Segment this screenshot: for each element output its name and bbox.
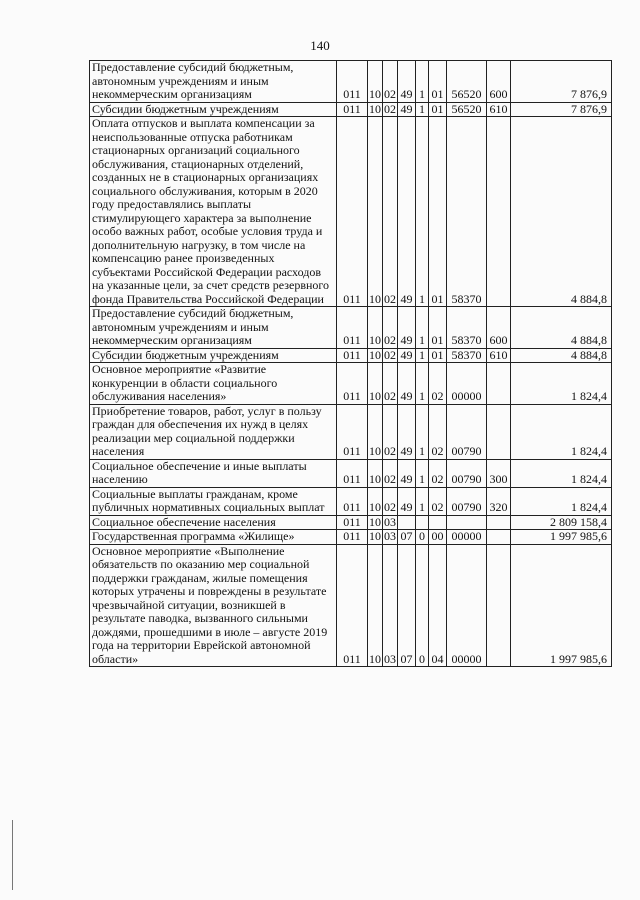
cell-amount: 1 824,4 — [511, 363, 612, 405]
cell-main-event: 01 — [429, 102, 447, 117]
cell-expense-type — [487, 117, 511, 307]
table-row — [90, 530, 612, 545]
cell-subprogram: 1 — [416, 117, 429, 307]
cell-name: Государственная программа «Жилище» — [90, 530, 337, 545]
cell-program: 49 — [398, 363, 416, 405]
cell-subprogram: 1 — [416, 487, 429, 515]
cell-section: 10 — [368, 117, 383, 307]
cell-program: 49 — [398, 307, 416, 349]
cell-main-event: 01 — [429, 61, 447, 103]
cell-ministry: 011 — [337, 544, 368, 667]
cell-main-event: 02 — [429, 404, 447, 459]
cell-subsection: 02 — [384, 102, 396, 116]
cell-main-event: 02 — [429, 363, 447, 405]
cell-name: Субсидии бюджетным учреждениям — [90, 102, 337, 117]
cell-ministry: 011 — [337, 530, 368, 545]
cell-subsection: 02 — [384, 348, 396, 362]
cell-ministry: 011 — [337, 515, 368, 530]
cell-amount: 2 809 158,4 — [511, 515, 612, 530]
cell-amount: 4 884,8 — [511, 307, 612, 349]
cell-program: 49 — [398, 348, 416, 363]
cell-subprogram: 1 — [416, 459, 429, 487]
cell-amount: 1 824,4 — [511, 404, 612, 459]
cell-direction: 00790 — [447, 404, 487, 459]
cell-subsection: 03 — [383, 544, 398, 667]
cell-direction: 58370 — [447, 348, 487, 363]
cell-amount: 1 824,4 — [511, 487, 612, 515]
cell-subsection: 02 — [383, 363, 398, 405]
cell-expense-type: 610 — [487, 102, 511, 117]
cell-subprogram: 1 — [416, 61, 429, 103]
cell-direction: 00790 — [447, 459, 487, 487]
cell-subsection: 03 — [384, 529, 396, 543]
cell-ministry: 011 — [337, 459, 368, 487]
cell-name: Субсидии бюджетным учреждениям — [90, 348, 337, 363]
cell-main-event: 02 — [429, 487, 447, 515]
table-row — [90, 544, 612, 667]
cell-amount: 7 876,9 — [511, 102, 612, 117]
cell-section: 10 — [369, 529, 381, 543]
cell-name: Предоставление субсидий бюджетным, автономным учреждениям и иным некоммерческим организациям — [90, 307, 337, 349]
cell-main-event: 00 — [429, 530, 447, 545]
cell-expense-type — [487, 530, 511, 545]
cell-subsection: 02 — [383, 487, 398, 515]
cell-direction: 56520 — [447, 102, 487, 117]
cell-expense-type — [487, 544, 511, 667]
cell-expense-type: 600 — [487, 307, 511, 349]
cell-name: Социальные выплаты гражданам, кроме публичных нормативных социальных выплат — [90, 487, 337, 515]
cell-section: 10 — [368, 544, 383, 667]
cell-name: Приобретение товаров, работ, услуг в пользу граждан для обеспечения их нужд в целях реализации мер социальной поддержки населения — [90, 404, 337, 459]
cell-expense-type — [487, 363, 511, 405]
cell-section: 10 — [368, 459, 383, 487]
cell-amount: 1 997 985,6 — [511, 544, 612, 667]
cell-program: 49 — [398, 487, 416, 515]
cell-program — [398, 515, 416, 530]
cell-subsection: 03 — [384, 515, 396, 529]
cell-direction: 00000 — [447, 363, 487, 405]
cell-subprogram: 1 — [416, 404, 429, 459]
cell-direction — [447, 515, 487, 530]
cell-name: Основное мероприятие «Развитие конкуренции в области социального обслуживания населения» — [90, 363, 337, 405]
cell-subprogram: 0 — [416, 544, 429, 667]
cell-ministry: 011 — [337, 117, 368, 307]
cell-ministry: 011 — [337, 404, 368, 459]
cell-subprogram: 1 — [416, 348, 429, 363]
cell-section: 10 — [368, 61, 383, 103]
cell-main-event: 04 — [429, 544, 447, 667]
cell-program: 49 — [398, 102, 416, 117]
cell-section: 10 — [368, 307, 383, 349]
cell-subprogram: 0 — [416, 530, 429, 545]
cell-subsection: 02 — [383, 459, 398, 487]
cell-direction: 56520 — [447, 61, 487, 103]
cell-program: 07 — [398, 530, 416, 545]
cell-ministry: 011 — [337, 487, 368, 515]
cell-section: 10 — [369, 515, 381, 529]
cell-ministry: 011 — [337, 61, 368, 103]
cell-ministry: 011 — [337, 348, 368, 363]
table-row — [90, 61, 612, 103]
cell-direction: 00000 — [447, 530, 487, 545]
cell-main-event: 01 — [429, 117, 447, 307]
cell-main-event: 02 — [429, 459, 447, 487]
cell-subsection: 02 — [383, 404, 398, 459]
cell-name: Оплата отпусков и выплата компенсации за неиспользованные отпуска работникам стационарных организаций социального обслуживания, стационарных отделений, созданных не в стационарных организациях социального обслуживания, которым в 2020 году предоставлялись выплаты стимулирующего характера за выполнение особо важных работ, особые условия труда и дополнительную нагрузку, в том числе на компенсацию ранее произведенных субъектами Российской Федерации расходов на указанные цели, за счет средств резервного фонда Правительства Российской Федерации — [90, 117, 337, 307]
cell-direction: 58370 — [447, 117, 487, 307]
cell-amount: 4 884,8 — [511, 117, 612, 307]
cell-subsection: 02 — [383, 117, 398, 307]
cell-amount: 1 997 985,6 — [511, 530, 612, 545]
cell-name: Социальное обеспечение населения — [90, 515, 337, 530]
cell-subprogram: 1 — [416, 307, 429, 349]
cell-section: 10 — [369, 102, 381, 116]
cell-direction: 58370 — [447, 307, 487, 349]
margin-line — [12, 820, 13, 890]
table-row — [90, 117, 612, 307]
cell-expense-type — [487, 515, 511, 530]
cell-subprogram: 1 — [416, 363, 429, 405]
cell-subsection: 02 — [383, 307, 398, 349]
cell-expense-type: 610 — [487, 348, 511, 363]
cell-direction: 00790 — [447, 487, 487, 515]
table-row — [90, 487, 612, 515]
cell-program: 49 — [398, 117, 416, 307]
table-row — [90, 102, 612, 117]
table-body — [90, 61, 612, 667]
cell-ministry: 011 — [337, 307, 368, 349]
cell-expense-type — [487, 404, 511, 459]
cell-main-event — [429, 515, 447, 530]
cell-subprogram — [416, 515, 429, 530]
cell-section: 10 — [368, 487, 383, 515]
cell-expense-type: 300 — [487, 459, 511, 487]
cell-expense-type: 600 — [487, 61, 511, 103]
cell-amount: 7 876,9 — [511, 61, 612, 103]
cell-name: Основное мероприятие «Выполнение обязательств по оказанию мер социальной поддержки гражданам, жилые помещения которых утрачены и повреждены в результате чрезвычайной ситуации, возникшей в результате паводка, вызванного сильными дождями, прошедшими в июле – августе 2019 года на территории Еврейской автономной области» — [90, 544, 337, 667]
cell-ministry: 011 — [337, 102, 368, 117]
cell-direction: 00000 — [447, 544, 487, 667]
cell-section: 10 — [369, 348, 381, 362]
cell-section: 10 — [368, 363, 383, 405]
page-number: 140 — [310, 38, 330, 53]
cell-program: 49 — [398, 61, 416, 103]
cell-program: 07 — [398, 544, 416, 667]
table-row — [90, 459, 612, 487]
cell-amount: 4 884,8 — [511, 348, 612, 363]
table-row — [90, 307, 612, 349]
cell-ministry: 011 — [337, 363, 368, 405]
cell-main-event: 01 — [429, 348, 447, 363]
cell-subsection: 02 — [383, 61, 398, 103]
budget-table — [89, 60, 612, 667]
cell-program: 49 — [398, 459, 416, 487]
table-row — [90, 363, 612, 405]
table-row — [90, 404, 612, 459]
cell-program: 49 — [398, 404, 416, 459]
cell-amount: 1 824,4 — [511, 459, 612, 487]
cell-expense-type: 320 — [487, 487, 511, 515]
cell-name: Предоставление субсидий бюджетным, автономным учреждениям и иным некоммерческим организациям — [90, 61, 337, 103]
cell-subprogram: 1 — [416, 102, 429, 117]
cell-name: Социальное обеспечение и иные выплаты населению — [90, 459, 337, 487]
cell-section: 10 — [368, 404, 383, 459]
table-row — [90, 348, 612, 363]
cell-main-event: 01 — [429, 307, 447, 349]
table-row — [90, 515, 612, 530]
